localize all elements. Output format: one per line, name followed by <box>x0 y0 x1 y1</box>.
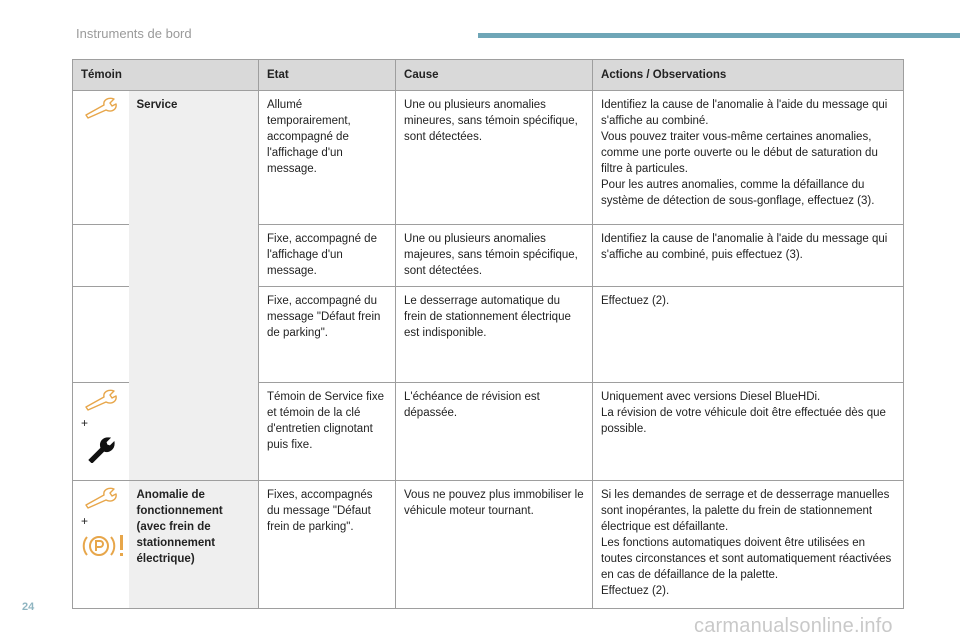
action-line: Effectuez (2). <box>601 585 670 597</box>
indicator-icon-cell <box>73 481 129 609</box>
section-title: Instruments de bord <box>76 26 192 41</box>
cause-cell: L'échéance de révision est dépassée. <box>396 383 593 481</box>
plus-sign: + <box>81 416 89 430</box>
etat-cell: Fixe, accompagné du message "Défaut frein de parking". <box>259 287 396 383</box>
accent-bar <box>478 33 960 38</box>
column-header-cause: Cause <box>396 60 593 91</box>
etat-cell: Fixe, accompagné de l'affichage d'un message. <box>259 225 396 287</box>
table-header-row <box>73 60 904 91</box>
column-header-etat: Etat <box>259 60 396 91</box>
cause-cell: Le desserrage automatique du frein de stationnement électrique est indisponible. <box>396 287 593 383</box>
cause-cell: Vous ne pouvez plus immobiliser le véhicule moteur tournant. <box>396 481 593 609</box>
actions-cell <box>593 225 904 287</box>
action-line: La révision de votre véhicule doit être effectuée dès que possible. <box>601 407 886 435</box>
actions-cell <box>593 481 904 609</box>
wrench-outline-icon <box>84 97 118 119</box>
indicator-name-service: Service <box>129 91 259 481</box>
indicator-icon-cell <box>73 287 129 383</box>
indicator-icon-cell <box>73 383 129 481</box>
warning-lights-table <box>72 59 904 609</box>
watermark: carmanualsonline.info <box>694 615 893 637</box>
etat-cell: Allumé temporairement, accompagné de l'affichage d'un message. <box>259 91 396 225</box>
page-number: 24 <box>22 601 35 613</box>
wrench-outline-icon <box>84 487 118 509</box>
plus-sign: + <box>81 514 89 528</box>
column-header-actions: Actions / Observations <box>593 60 904 91</box>
table-row <box>73 91 904 225</box>
action-line: Effectuez (2). <box>601 295 670 307</box>
indicator-icon-cell <box>73 91 129 225</box>
action-line: Identifiez la cause de l'anomalie à l'aide du message qui s'affiche au combiné. <box>601 99 888 127</box>
parking-brake-fault-icon <box>81 531 127 561</box>
actions-cell <box>593 383 904 481</box>
indicator-name-parking-brake-fault: Anomalie de fonctionnement (avec frein de stationnement électrique) <box>129 481 259 609</box>
table-row <box>73 481 904 609</box>
actions-cell <box>593 287 904 383</box>
action-line: Si les demandes de serrage et de desserrage manuelles sont inopérantes, la palette du frein de stationnement électrique est défaillante. <box>601 489 890 533</box>
wrench-filled-icon <box>86 433 116 463</box>
actions-cell <box>593 91 904 225</box>
action-line: Identifiez la cause de l'anomalie à l'aide du message qui s'affiche au combiné, puis effectuez (3). <box>601 233 888 261</box>
column-header-temoin: Témoin <box>73 60 259 91</box>
etat-cell: Témoin de Service fixe et témoin de la clé d'entretien clignotant puis fixe. <box>259 383 396 481</box>
action-line: Pour les autres anomalies, comme la défaillance du système de détection de sous-gonflage, effectuez (3). <box>601 179 875 207</box>
action-line: Uniquement avec versions Diesel BlueHDi. <box>601 391 821 403</box>
action-line: Vous pouvez traiter vous-même certaines anomalies, comme une porte ouverte ou le début de saturation du filtre à particules. <box>601 131 878 175</box>
wrench-outline-icon <box>84 389 118 411</box>
indicator-icon-cell <box>73 225 129 287</box>
cause-cell: Une ou plusieurs anomalies majeures, sans témoin spécifique, sont détectées. <box>396 225 593 287</box>
etat-cell: Fixes, accompagnés du message "Défaut frein de parking". <box>259 481 396 609</box>
cause-cell: Une ou plusieurs anomalies mineures, sans témoin spécifique, sont détectées. <box>396 91 593 225</box>
action-line: Les fonctions automatiques doivent être utilisées en toutes circonstances et sont automatiquement réactivées en cas de défaillance de la palette. <box>601 537 892 581</box>
